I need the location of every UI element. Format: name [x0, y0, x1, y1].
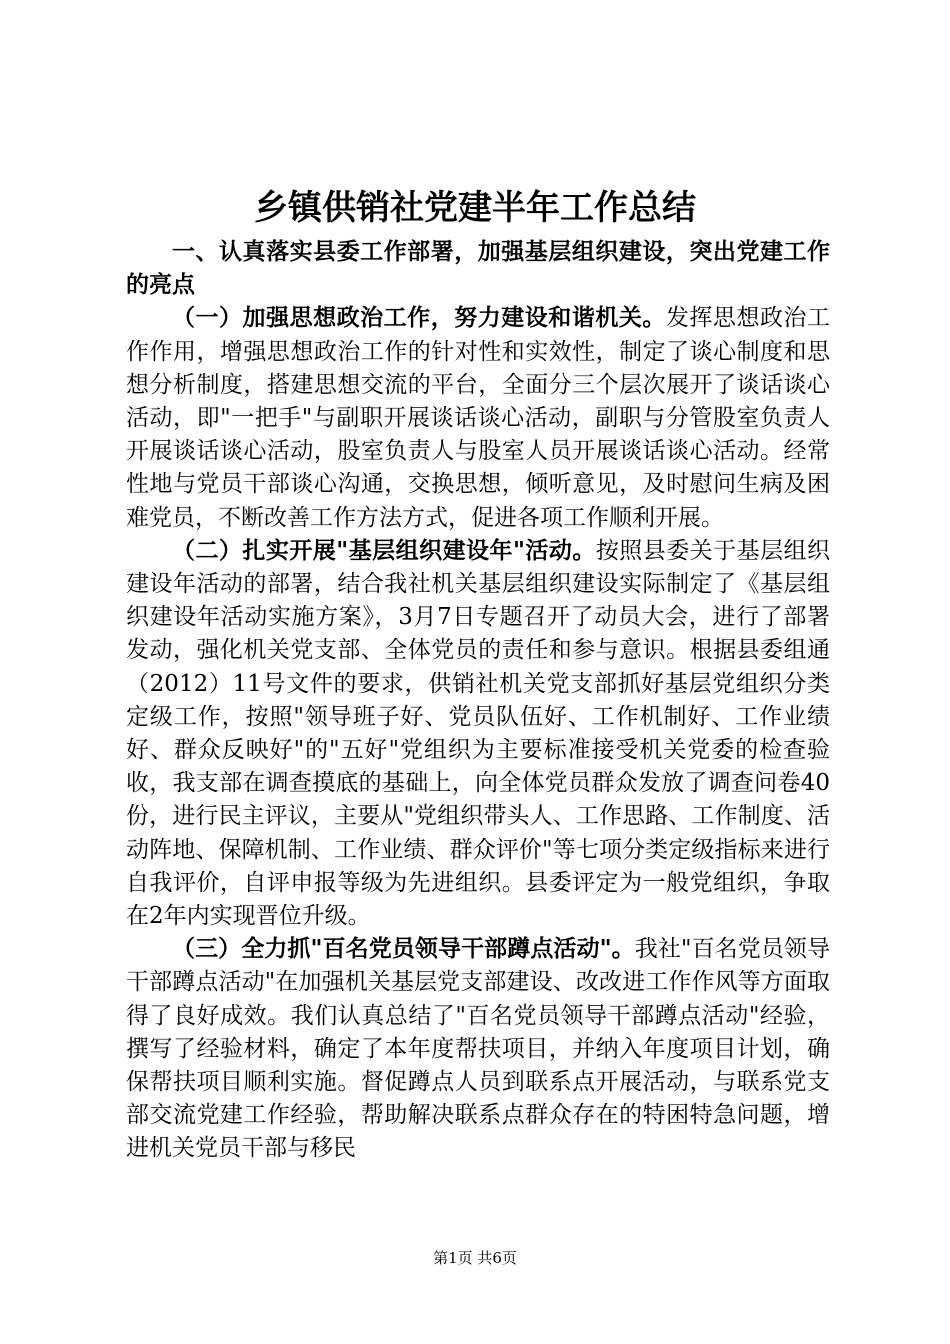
document-body: [126, 236, 830, 1166]
paragraph-3-lead: （三）全力抓"百名党员领导干部蹲点活动"。: [172, 936, 635, 963]
paragraph-1: [126, 302, 830, 534]
paragraph-1-text: 发挥思想政治工作作用，增强思想政治工作的针对性和实效性，制定了谈心制度和思想分析制度，搭建思想交流的平台，全面分三个层次展开了谈话谈心活动，即"一把手"与副职开展谈话谈心活动，副职与分管股室负责人开展谈话谈心活动，股室负责人与股室人员开展谈话谈心活动。经常性地与党员干部谈心沟通，交换思想，倾听意见，及时慰问生病及困难党员，不断改善工作方法方式，促进各项工作顺利开展。: [126, 305, 831, 531]
paragraph-2-text: 按照县委关于基层组织建设年活动的部署，结合我社机关基层组织建设实际制定了《基层组织建设年活动实施方案》，3月7日专题召开了动员大会，进行了部署发动，强化机关党支部、全体党员的责任和参与意识。根据县委组通（2012）11号文件的要求，供销社机关党支部抓好基层党组织分类定级工作，按照"领导班子好、党员队伍好、工作机制好、工作业绩好、群众反映好"的"五好"党组织为主要标准接受机关党委的检查验收，我支部在调查摸底的基础上，向全体党员群众发放了调查问卷40份，进行民主评议，主要从"党组织带头人、工作思路、工作制度、活动阵地、保障机制、工作业绩、群众评价"等七项分类定级指标来进行自我评价，自评申报等级为先进组织。县委评定为一般党组织，争取在2年内实现晋位升级。: [126, 537, 831, 930]
section-heading: 一、认真落实县委工作部署，加强基层组织建设，突出党建工作的亮点: [126, 239, 830, 299]
document-title: 乡镇供销社党建半年工作总结: [254, 188, 696, 228]
paragraph-2-lead: （二）扎实开展"基层组织建设年"活动。: [172, 537, 596, 564]
paragraph-2: [126, 535, 830, 933]
paragraph-1-lead: （一）加强思想政治工作，努力建设和谐机关。: [172, 305, 666, 332]
page-footer: 第1页 共6页: [433, 1249, 517, 1267]
paragraph-3: [126, 933, 830, 1165]
paragraph-3-text: 我社"百名党员领导干部蹲点活动"在加强机关基层党支部建设、改改进工作作风等方面取得了良好成效。我们认真总结了"百名党员领导干部蹲点活动"经验，撰写了经验材料，确定了本年度帮扶项目，并纳入年度项目计划，确保帮扶项目顺利实施。督促蹲点人员到联系点开展活动，与联系党支部交流党建工作经验，帮助解决联系点群众存在的特困特急问题，增进机关党员干部与移民: [126, 936, 830, 1162]
